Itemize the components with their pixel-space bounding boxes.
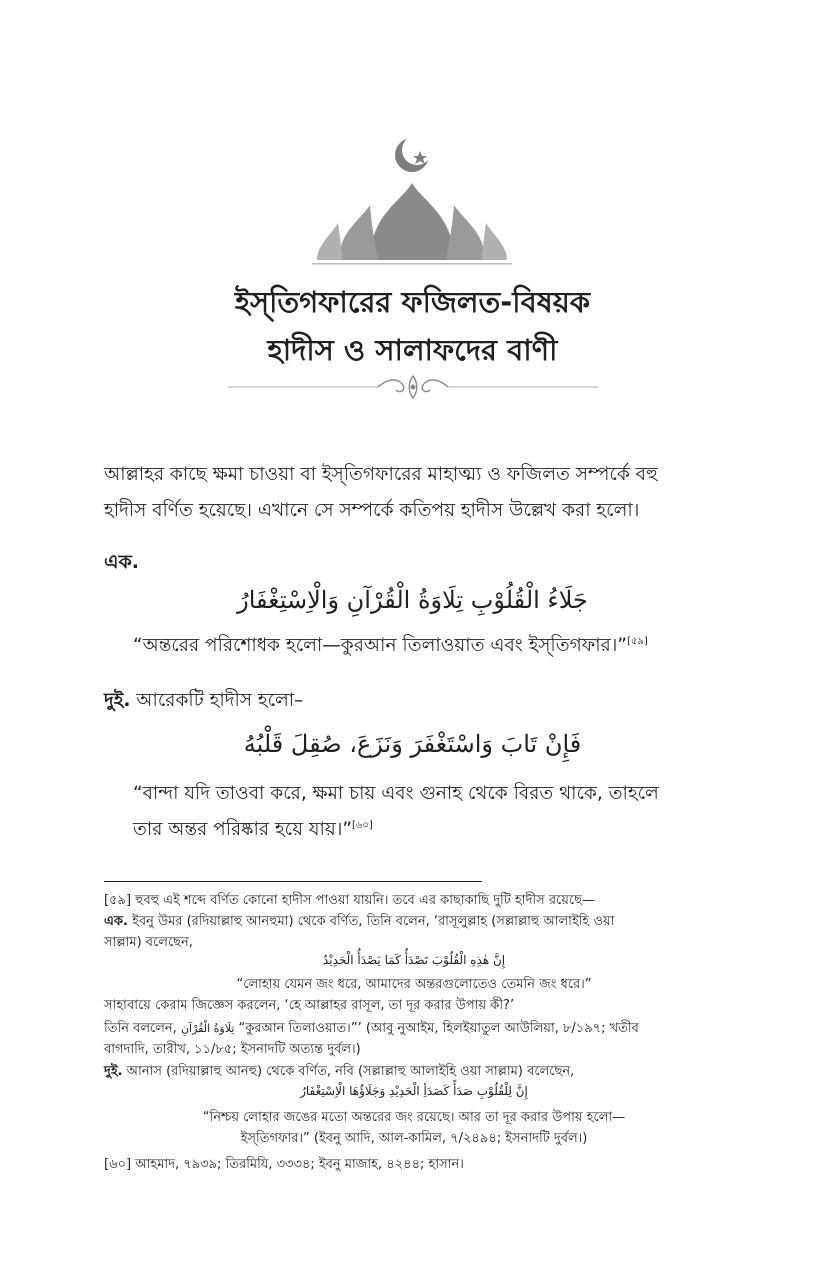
footnote-59-ek-line-3: সাহাবায়ে কেরাম জিজ্ঞেস করলেন, ‘হে আল্লাহর রাসূল, তা দূর করার উপায় কী?’	[104, 998, 515, 1013]
section-two-translation	[133, 776, 733, 848]
footnote-59-ek-translation: “লোহায় যেমন জং ধরে, আমাদের অন্তরগুলোতেও তেমনি জং ধরে।”	[236, 977, 592, 992]
footnote-59-ek-line-4	[104, 1019, 724, 1038]
footnote-59-ek	[104, 912, 724, 931]
footnote-60-number: [৬০]	[104, 1157, 132, 1172]
footnote-59-ek-arabic: إِنَّ هٰذِهِ الْقُلُوْبَ تَصْدَأُ كَمَا يَصْدَأُ الْحَدِيْدُ	[322, 953, 506, 967]
page-title-line-1: ইস্‌তিগফারের ফজিলত-বিষয়ক	[234, 285, 591, 319]
footnote-59-ek-line-4-a: তিনি বললেন,	[104, 1021, 177, 1036]
section-one-translation-text: “অন্তরের পরিশোধক হলো—কুরআন তিলাওয়াত এবং ইস্‌তিগফার।”	[133, 635, 627, 656]
footnote-59-dui-translation-2: ইস্‌তিগফার।” (ইবনু আদি, আল-কামিল, ৭/২৪৯৪; ইসনাদটি দুর্বল।)	[240, 1131, 588, 1146]
footnote-59-dui-arabic: إِنَّ لِلْقُلُوْبِ صَدَأً كَصَدَأِ الْحَدِيْدِ وَجَلَاؤُهَا الْاِسْتِغْفَارُ	[300, 1084, 528, 1098]
footnote-59-ek-line-2: সাল্লাম) বলেছেন,	[104, 935, 193, 950]
footnote-59-dui-label: দুই.	[104, 1064, 123, 1079]
intro-line-2: হাদীস বর্ণিত হয়েছে। এখানে সে সম্পর্কে কতিপয় হাদীস উল্লেখ করা হলো।	[104, 500, 640, 521]
section-two-translation-line-1: “বান্দা যদি তাওবা করে, ক্ষমা চায় এবং গুনাহ থেকে বিরত থাকে, তাহলে	[133, 783, 659, 804]
footnote-separator	[104, 881, 482, 882]
section-two-intro: আরেকটি হাদীস হলো–	[136, 690, 304, 711]
mosque-domes-ornament	[312, 135, 512, 270]
footnote-59-dui-text: আনাস (রদিয়াল্লাহু আনহু) থেকে বর্ণিত, নবি (সল্লাল্লাহু আলাইহি ওয়া সাল্লাম) বলেছেন,	[126, 1064, 575, 1079]
footnote-59-line-1	[104, 891, 724, 910]
section-two-heading	[104, 683, 303, 719]
footnote-59-ek-line-5: বাগদাদি, তারীখ, ১১/৮৫; ইসনাদটি অত্যন্ত দুর্বল।)	[104, 1042, 361, 1057]
footnote-59-ek-text: ইবনু উমর (রদিয়াল্লাহু আনহুমা) থেকে বর্ণিত, তিনি বলেন, ‘রাসূলুল্লাহ (সল্লাল্লাহু আলাইহি ওয়া	[132, 914, 615, 929]
footnote-59-ek-line-4-arabic: تِلَاوَةُ الْقُرْآنِ	[180, 1022, 235, 1035]
section-one-arabic: جَلَاءُ الْقُلُوْبِ تِلَاوَةُ الْقُرْآنِ وَالْاِسْتِغْفَارُ	[237, 586, 588, 614]
section-two-translation-line-2: তার অন্তর পরিষ্কার হয়ে যায়।”	[133, 819, 352, 840]
intro-line-1: আল্লাহর কাছে ক্ষমা চাওয়া বা ইস্‌তিগফারের মাহাত্ম্য ও ফজিলত সম্পর্কে বহু	[104, 464, 658, 485]
footnote-59-intro: হুবহু এই শব্দে বর্ণিত কোনো হাদীস পাওয়া যায়নি। তবে এর কাছাকাছি দুটি হাদীস রয়েছে—	[135, 893, 595, 908]
footnote-60-text: আহমাদ, ৭৯৩৯; তিরমিযি, ৩৩৩৪; ইবনু মাজাহ, ৪২৪৪; হাসান।	[135, 1157, 464, 1172]
domes-icon	[317, 183, 507, 260]
footnote-ref-59[interactable]: [৫৯]	[627, 635, 648, 647]
footnote-59-ek-label: এক.	[104, 914, 128, 929]
section-one-translation	[133, 628, 648, 664]
crescent-star-icon	[395, 135, 432, 172]
footnote-ref-60[interactable]: [৬০]	[352, 819, 373, 831]
section-two-label: দুই.	[104, 690, 131, 711]
intro-paragraph	[104, 457, 724, 529]
floral-divider-ornament	[228, 372, 598, 402]
footnote-59-number: [৫৯]	[104, 893, 132, 908]
footnote-59-dui-translation-1: “নিশ্চয় লোহার জঙের মতো অন্তরের জং রয়েছে। আর তা দূর করার উপায় হলো—	[202, 1110, 626, 1125]
page-title-line-2: হাদীস ও সালাফদের বাণী	[267, 333, 558, 367]
footnote-60	[104, 1155, 724, 1174]
footnote-59-ek-line-4-b: “কুরআন তিলাওয়াত।”’ (আবু নুআইম, হিলইয়াতুল আউলিয়া, ৮/১৯৭; খতীব	[238, 1021, 639, 1036]
section-two-arabic: فَإِنْ تَابَ وَاسْتَغْفَرَ وَنَزَعَ، صُقِلَ قَلْبُهُ	[243, 730, 582, 758]
section-one-label: এক.	[104, 551, 139, 573]
footnote-59-dui	[104, 1062, 724, 1081]
